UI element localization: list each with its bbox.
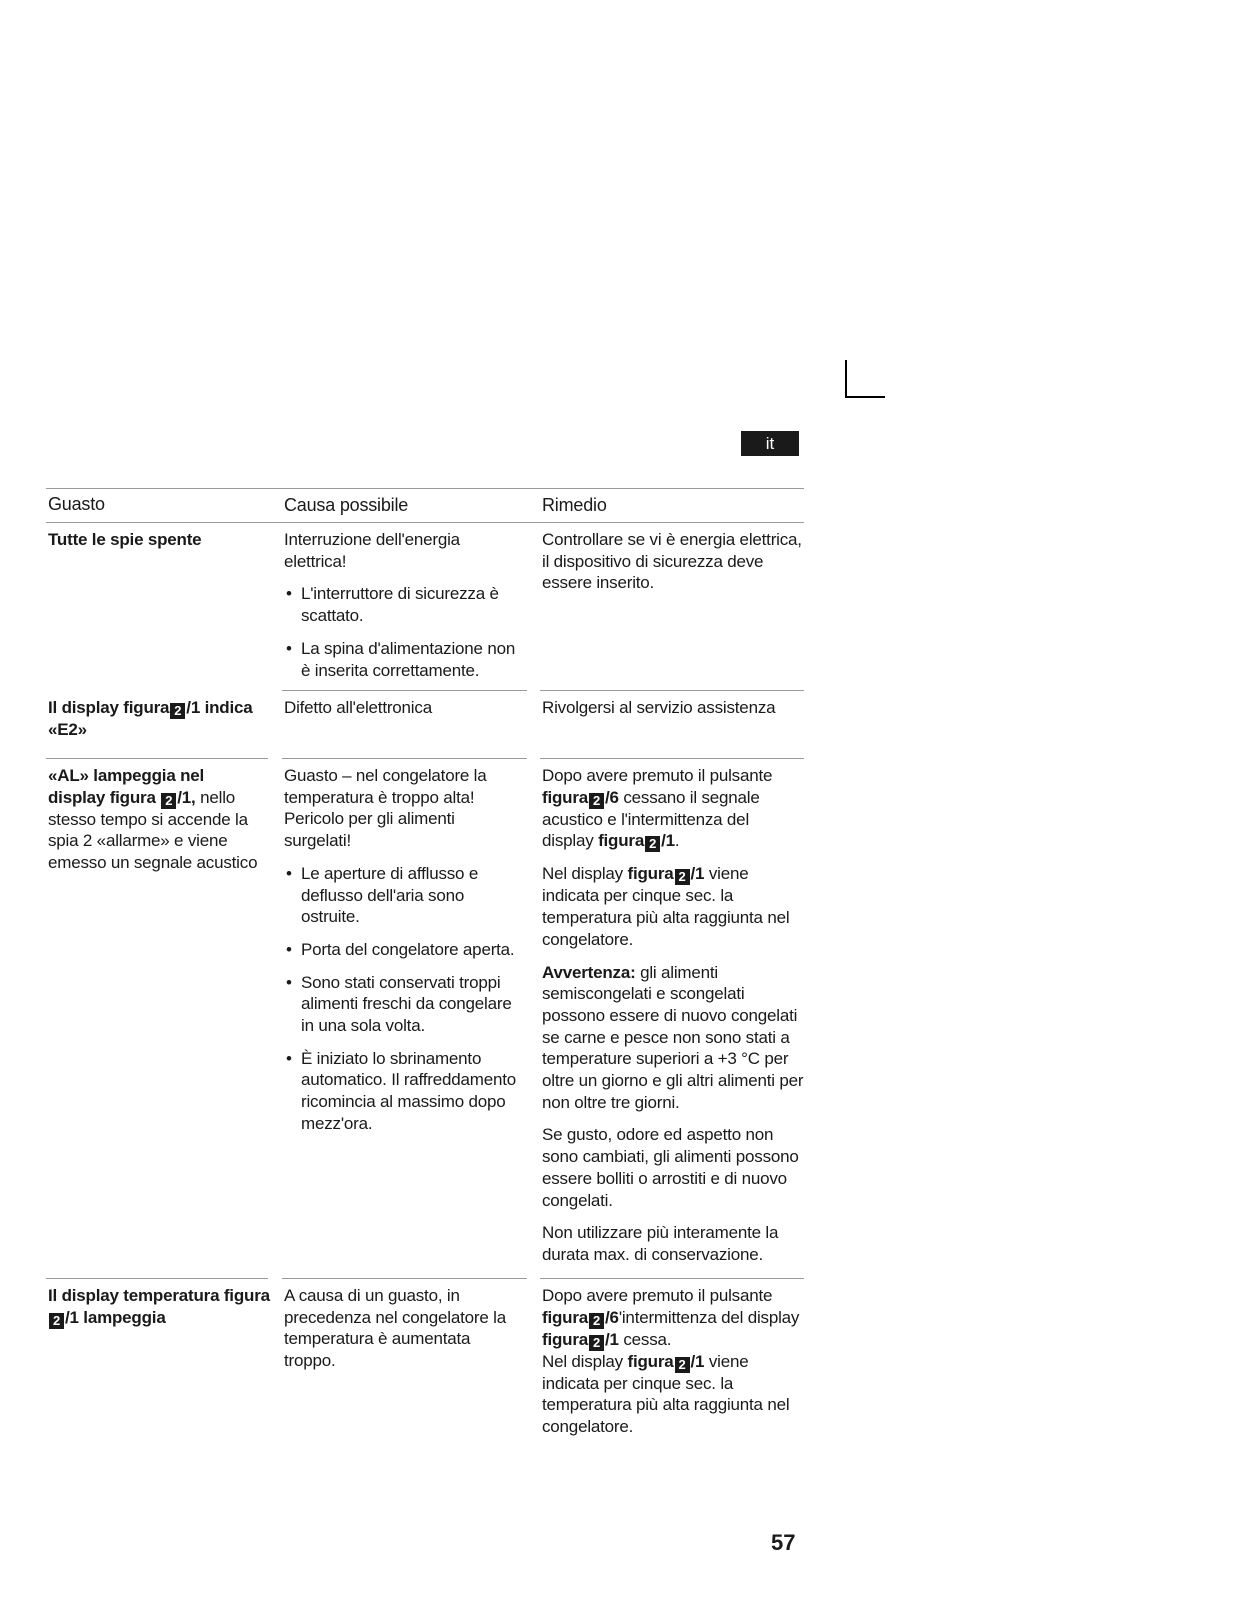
header-rule [46,522,804,523]
row2-fault-a: Il display figura [48,698,170,717]
row3-remedy [542,765,804,1277]
figure-word: figura [627,864,674,884]
figure-ref-icon: 2 [675,869,690,885]
figure-ref-icon: 2 [49,1313,64,1329]
row-rule-remedy-3 [540,1278,804,1279]
row-rule-cause-3 [282,1278,527,1279]
row1-fault-text: Tutte le spie spente [48,530,202,549]
row3-cause-intro: Guasto – nel congelatore la temperatura è troppo alta! Pericolo per gli alimenti surgelati! [284,766,487,851]
row4-cause: A causa di un guasto, in precedenza nel congelatore la temperatura è aumentata troppo. [284,1286,506,1371]
figure-ref-icon: 2 [645,836,660,852]
row3-remedy-p4: Se gusto, odore ed aspetto non sono cambiati, gli alimenti possono essere bolliti o arrostiti e di nuovo congelati. [542,1125,799,1210]
remedy-text: 'intermittenza del display [618,1307,800,1327]
row3-fault-a: «AL» lampeggia nel display figura [48,766,205,807]
row3-remedy-p5: Non utilizzare più interamente la durata max. di conservazione. [542,1223,779,1264]
row2-cause: Difetto all'elettronica [284,698,432,717]
figure-ref-icon: 2 [161,793,176,809]
remedy-text: Nel display [542,1351,623,1371]
figure-ref-icon: 2 [589,793,604,809]
row2-remedy: Rivolgersi al servizio assistenza [542,698,776,717]
figure-word: figura [598,831,645,851]
row2-fault-b: /1 indica «E2» [48,698,253,739]
row-rule-remedy-2 [540,758,804,759]
figure-suffix: /1 [661,831,675,851]
header-cause: Causa possibile [284,495,409,515]
figure-suffix: /6 [605,787,619,807]
remedy-text: cessano il segnale acustico e l'intermittenza del display [542,787,760,851]
crop-mark [845,360,885,398]
row4-remedy [542,1285,804,1438]
row1-fault [48,529,270,551]
figure-ref-icon: 2 [170,703,185,719]
list-item: • Sono stati conservati troppi alimenti freschi da congelare in una sola volta. [284,972,524,1037]
row4-fault-a: Il display temperatura figura [48,1286,270,1305]
remedy-text: cessa. [623,1329,672,1349]
figure-suffix: /1 [690,864,705,884]
row3-fault-b: /1, [177,787,196,807]
list-item: • Porta del congelatore aperta. [284,939,524,961]
row3-cause [284,765,524,1146]
figure-ref-icon: 2 [589,1313,604,1329]
row-rule-cause-2 [282,758,527,759]
remedy-text: Dopo avere premuto il pulsante [542,1286,773,1305]
remedy-text: . [674,831,680,851]
figure-suffix: /6 [605,1307,619,1327]
row4-fault [48,1285,270,1329]
remedy-text: gli alimenti semiscongelati e scongelati possono essere di nuovo congelati se carne e pesce non sono stati a temperature superiori a +3 °C per oltre un giorno e gli altri alimenti per non oltre tre giorni. [542,962,804,1112]
figure-suffix: /1 [605,1329,619,1349]
figure-ref-icon: 2 [675,1357,690,1373]
list-item: • La spina d'alimentazione non è inserita correttamente. [284,638,524,681]
remedy-text: viene indicata per cinque sec. la temperatura più alta raggiunta nel congelatore. [542,1351,790,1437]
row3-remedy-p3 [542,962,804,1114]
page-number: 57 [771,1530,796,1555]
row-rule-fault-3 [46,1278,268,1279]
row-rule-fault-2 [46,758,268,759]
row1-cause [284,529,524,692]
row4-fault-b: /1 lampeggia [65,1307,166,1327]
figure-suffix: /1 [690,1351,705,1371]
row1-remedy: Controllare se vi è energia elettrica, il dispositivo di sicurezza deve essere inserito. [542,530,802,593]
figure-ref-icon: 2 [589,1335,604,1351]
list-item: • È iniziato lo sbrinamento automatico. Il raffreddamento ricomincia al massimo dopo mezz'ora. [284,1048,524,1135]
figure-word: figura [627,1351,674,1371]
row3-fault [48,765,263,874]
remedy-text: viene indicata per cinque sec. la temperatura più alta raggiunta nel congelatore. [542,864,790,949]
remedy-text: Nel display [542,864,623,884]
list-item: • L'interruttore di sicurezza è scattato. [284,583,524,626]
row1-cause-list [284,583,524,681]
row2-fault [48,697,270,741]
figure-word: figura [542,787,589,807]
header-remedy: Rimedio [542,495,607,515]
list-item: • Le aperture di afflusso e deflusso dell'aria sono ostruite. [284,863,524,928]
row3-remedy-p1 [542,765,804,852]
row-rule-remedy-1 [540,690,804,691]
row1-cause-intro: Interruzione dell'energia elettrica! [284,530,460,571]
language-tag: it [741,431,799,456]
row3-cause-list [284,863,524,1135]
row3-remedy-p2 [542,863,804,950]
warning-label: Avvertenza: [542,962,636,982]
figure-word: figura [542,1329,589,1349]
row3-fault-c: nello stesso tempo si accende la spia 2 «allarme» e viene emesso un segnale acustico [48,787,258,873]
table-top-rule [46,488,804,489]
figure-word: figura [542,1307,589,1327]
remedy-text: Dopo avere premuto il pulsante [542,766,773,785]
header-fault: Guasto [48,494,105,514]
